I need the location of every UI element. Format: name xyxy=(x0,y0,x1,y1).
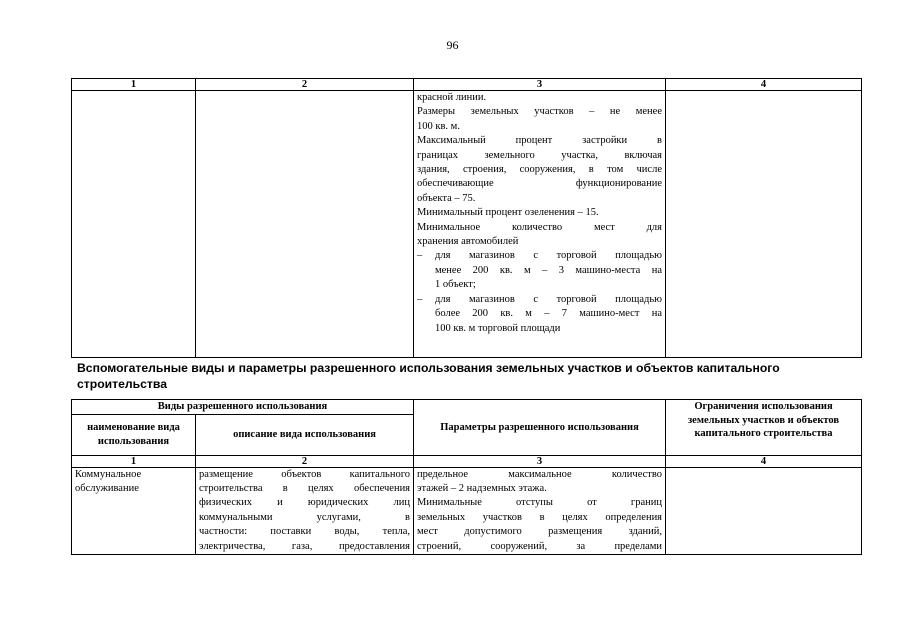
text-line: 100 кв. м. xyxy=(417,120,460,132)
text-line: здания, строения, сооружения, в том числе xyxy=(417,164,662,176)
text-line: для магазинов с торговой площадью xyxy=(435,250,662,262)
list-item xyxy=(417,293,662,336)
column-number: 1 xyxy=(72,455,196,467)
column-number: 4 xyxy=(666,455,862,467)
list-item xyxy=(417,249,662,292)
column-number: 2 xyxy=(196,79,414,91)
table-row xyxy=(72,91,862,358)
column-number: 1 xyxy=(72,79,196,91)
empty-cell xyxy=(72,91,196,358)
text-line: Минимальное количество мест для xyxy=(417,221,662,233)
header-restrictions: Ограничения использования земельных участков и объектов капитального строительства xyxy=(666,400,862,456)
text-line: менее 200 кв. м – 3 машино-места на xyxy=(435,264,662,276)
empty-cell xyxy=(196,91,414,358)
text-line: предельное максимальное количество xyxy=(417,468,663,480)
header-use-name: наименование вида использования xyxy=(72,414,196,455)
list-dash: – xyxy=(417,293,423,305)
continuation-table xyxy=(71,78,862,358)
column-number: 2 xyxy=(196,455,414,467)
text-line: красной линии. xyxy=(417,92,487,103)
text-line: 100 кв. м торговой площади xyxy=(435,322,561,334)
header-group-label: Виды разрешенного использования xyxy=(72,400,414,415)
text-line: Минимальные отступы от границ xyxy=(417,497,663,509)
text-line: Размеры земельных участков – не менее xyxy=(417,106,662,118)
text-line: строений, сооружений, за пределами xyxy=(417,540,663,552)
parameters-cell xyxy=(414,91,666,358)
list-item-text xyxy=(435,249,662,292)
text-line: объекта – 75. xyxy=(417,192,476,204)
column-number: 3 xyxy=(414,79,666,91)
text-line: коммунальными услугами, в xyxy=(199,511,411,523)
use-name-cell: Коммунальное обслуживание xyxy=(72,467,196,554)
column-number-row xyxy=(72,79,862,91)
text-line: Максимальный процент застройки в xyxy=(417,135,662,147)
text-line: электричества, газа, предоставления xyxy=(199,540,411,552)
text-line: строительства в целях обеспечения xyxy=(199,482,411,494)
text-line: 1 объект; xyxy=(435,279,476,291)
section-heading: Вспомогательные виды и параметры разрешенного использования земельных участков и объектов капитального строительства xyxy=(77,361,780,391)
text-line: физических и юридических лиц xyxy=(199,497,411,509)
text-line: земельных участков в целях определения xyxy=(417,511,663,523)
text-line: более 200 кв. м – 7 машино-мест на xyxy=(435,308,662,320)
text-line: этажей – 2 надземных этажа. xyxy=(417,482,547,494)
table-row xyxy=(72,467,862,554)
use-description-cell xyxy=(196,467,414,554)
column-number: 4 xyxy=(666,79,862,91)
text-line: обеспечивающие функционирование xyxy=(417,178,662,190)
header-row xyxy=(72,400,862,415)
text-line: Минимальный процент озеленения – 15. xyxy=(417,207,599,219)
use-parameters-cell xyxy=(414,467,666,554)
text-line: хранения автомобилей xyxy=(417,236,519,248)
list-item-text xyxy=(435,293,662,336)
text-line: размещение объектов капитального xyxy=(199,468,411,480)
page-number: 96 xyxy=(446,38,459,52)
text-line: для магазинов с торговой площадью xyxy=(435,293,662,305)
column-number: 3 xyxy=(414,455,666,467)
text-line: мест допустимого размещения зданий, xyxy=(417,526,663,538)
use-restrictions-cell xyxy=(666,467,862,554)
header-parameters: Параметры разрешенного использования xyxy=(414,400,666,456)
column-number-row xyxy=(72,455,862,467)
empty-cell xyxy=(666,91,862,358)
text-line: границах земельного участка, включая xyxy=(417,149,662,161)
list-dash: – xyxy=(417,250,423,262)
header-use-description: описание вида использования xyxy=(196,414,414,455)
text-line: частности: поставки воды, тепла, xyxy=(199,526,411,538)
auxiliary-uses-table xyxy=(71,399,862,555)
